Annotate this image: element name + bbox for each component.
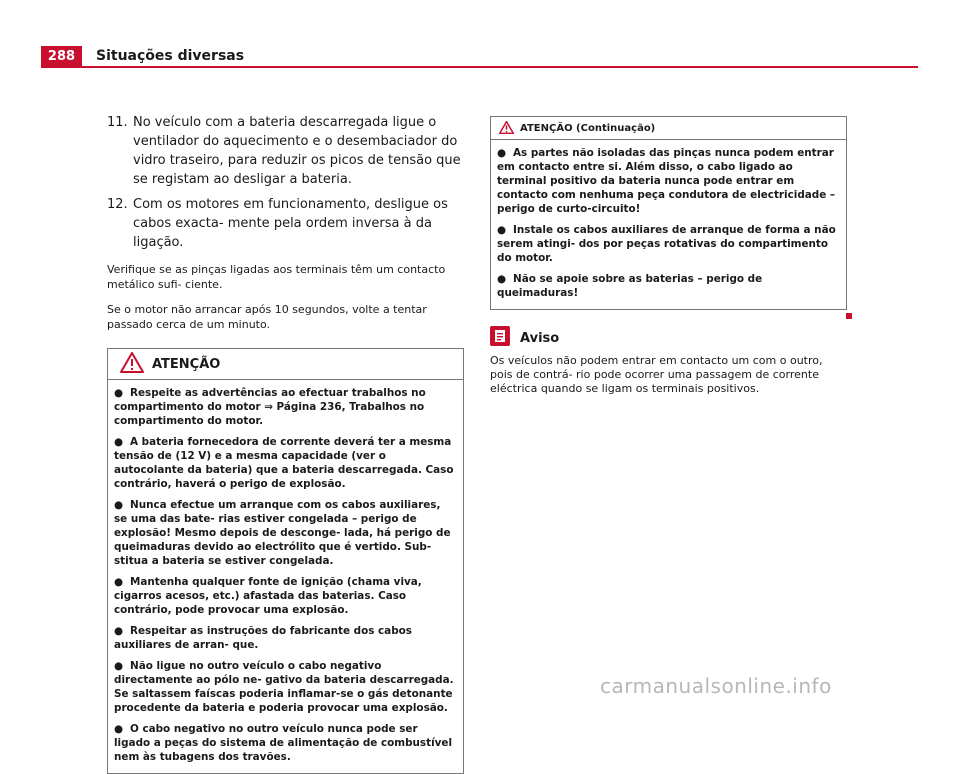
note-text: Os veículos não podem entrar em contacto um com o outro, pois de contrá- rio pode ocorrer uma passagem de corrente eléctrica quando se ligam os terminais positivos. bbox=[490, 354, 823, 395]
warning-title: ATENÇÃO bbox=[152, 356, 221, 372]
step-number: 11. bbox=[107, 115, 128, 130]
step-11 bbox=[107, 113, 464, 189]
warning-triangle-icon bbox=[499, 119, 514, 138]
note-section bbox=[490, 326, 847, 396]
warning-continuation-box bbox=[490, 116, 847, 310]
warning-header bbox=[108, 349, 463, 380]
warning-bullet: ● Instale os cabos auxiliares de arranque de forma a não serem atingi- dos por peças rotativas do compartimento do motor. bbox=[497, 224, 836, 264]
bullet-dot: ● bbox=[497, 273, 507, 285]
bullet-dot: ● bbox=[114, 387, 124, 399]
warning-bullet: ● Respeite as advertências ao efectuar trabalhos no compartimento do motor ⇒ Página 236, Trabalhos no compartimento do motor. bbox=[114, 387, 426, 427]
bullet-dot: ● bbox=[497, 224, 507, 236]
bullet-dot: ● bbox=[114, 660, 124, 672]
paragraph-retry: Se o motor não arrancar após 10 segundos, volte a tentar passado cerca de um minuto. bbox=[107, 303, 427, 331]
note-title: Aviso bbox=[520, 330, 560, 346]
bullet-dot: ● bbox=[114, 499, 124, 511]
bullet-dot: ● bbox=[114, 723, 124, 735]
note-icon bbox=[490, 326, 510, 350]
warning-bullet: ● Não ligue no outro veículo o cabo negativo directamente ao pólo ne- gativo da bateria descarregada. Se saltassem faíscas poderia inflamar-se o gás detonante procedente da bateria e poderia provocar uma explosão. bbox=[114, 660, 454, 714]
step-text: Com os motores em funcionamento, desligue os cabos exacta- mente pela ordem inversa à da ligação. bbox=[133, 197, 448, 250]
step-text: No veículo com a bateria descarregada ligue o ventilador do aquecimento e o desembaciador do vidro traseiro, para reduzir os picos de tensão que se registam ao desligar a bateria. bbox=[133, 115, 461, 187]
end-of-section-marker bbox=[846, 313, 852, 319]
page-title: Situações diversas bbox=[96, 48, 245, 64]
warning-triangle-icon bbox=[120, 352, 144, 377]
warning-bullet: ● Respeitar as instruções do fabricante dos cabos auxiliares de arran- que. bbox=[114, 625, 412, 651]
header-divider bbox=[82, 66, 918, 68]
paragraph-contact-check: Verifique se as pinças ligadas aos terminais têm um contacto metálico sufi- ciente. bbox=[107, 263, 446, 291]
warning-bullet: ● As partes não isoladas das pinças nunca podem entrar em contacto entre si. Além disso, o cabo ligado ao terminal positivo da bateria nunca pode entrar em contacto com nenhuma peça condutora de electricidade – perigo de curto-circuito! bbox=[497, 147, 836, 215]
warning-bullet: ● O cabo negativo no outro veículo nunca pode ser ligado a peças do sistema de alimentação de combustível nem às tubagens dos travões. bbox=[114, 723, 453, 763]
bullet-dot: ● bbox=[114, 576, 124, 588]
warning-box bbox=[107, 348, 464, 774]
warning-title: ATENÇÃO (Continuação) bbox=[520, 122, 656, 134]
watermark: carmanualsonline.info bbox=[600, 674, 832, 698]
step-12 bbox=[107, 195, 464, 252]
warning-bullet: ● Não se apoie sobre as baterias – perigo de queimaduras! bbox=[497, 273, 763, 299]
page-number: 288 bbox=[41, 46, 82, 68]
step-number: 12. bbox=[107, 197, 128, 212]
warning-bullet: ● Nunca efectue um arranque com os cabos auxiliares, se uma das bate- rias estiver congelada – perigo de explosão! Mesmo depois de desconge- lada, há perigo de queimaduras devido ao electrólito que é vertido. Sub- stitua a bateria se estiver congelada. bbox=[114, 499, 451, 567]
bullet-dot: ● bbox=[497, 147, 507, 159]
bullet-dot: ● bbox=[114, 625, 124, 637]
bullet-dot: ● bbox=[114, 436, 124, 448]
warning-body bbox=[108, 380, 463, 773]
note-header bbox=[490, 326, 847, 350]
warning-body bbox=[491, 140, 846, 309]
warning-header bbox=[491, 117, 846, 140]
left-column bbox=[107, 113, 464, 774]
warning-bullet: ● Mantenha qualquer fonte de ignição (chama viva, cigarros acesos, etc.) afastada das baterias. Caso contrário, pode provocar uma explosão. bbox=[114, 576, 422, 616]
warning-bullet: ● A bateria fornecedora de corrente deverá ter a mesma tensão de (12 V) e a mesma capacidade (ver o autocolante da bateria) que a bateria descarregada. Caso contrário, haverá o perigo de explosão. bbox=[114, 436, 454, 490]
right-column bbox=[490, 116, 847, 396]
